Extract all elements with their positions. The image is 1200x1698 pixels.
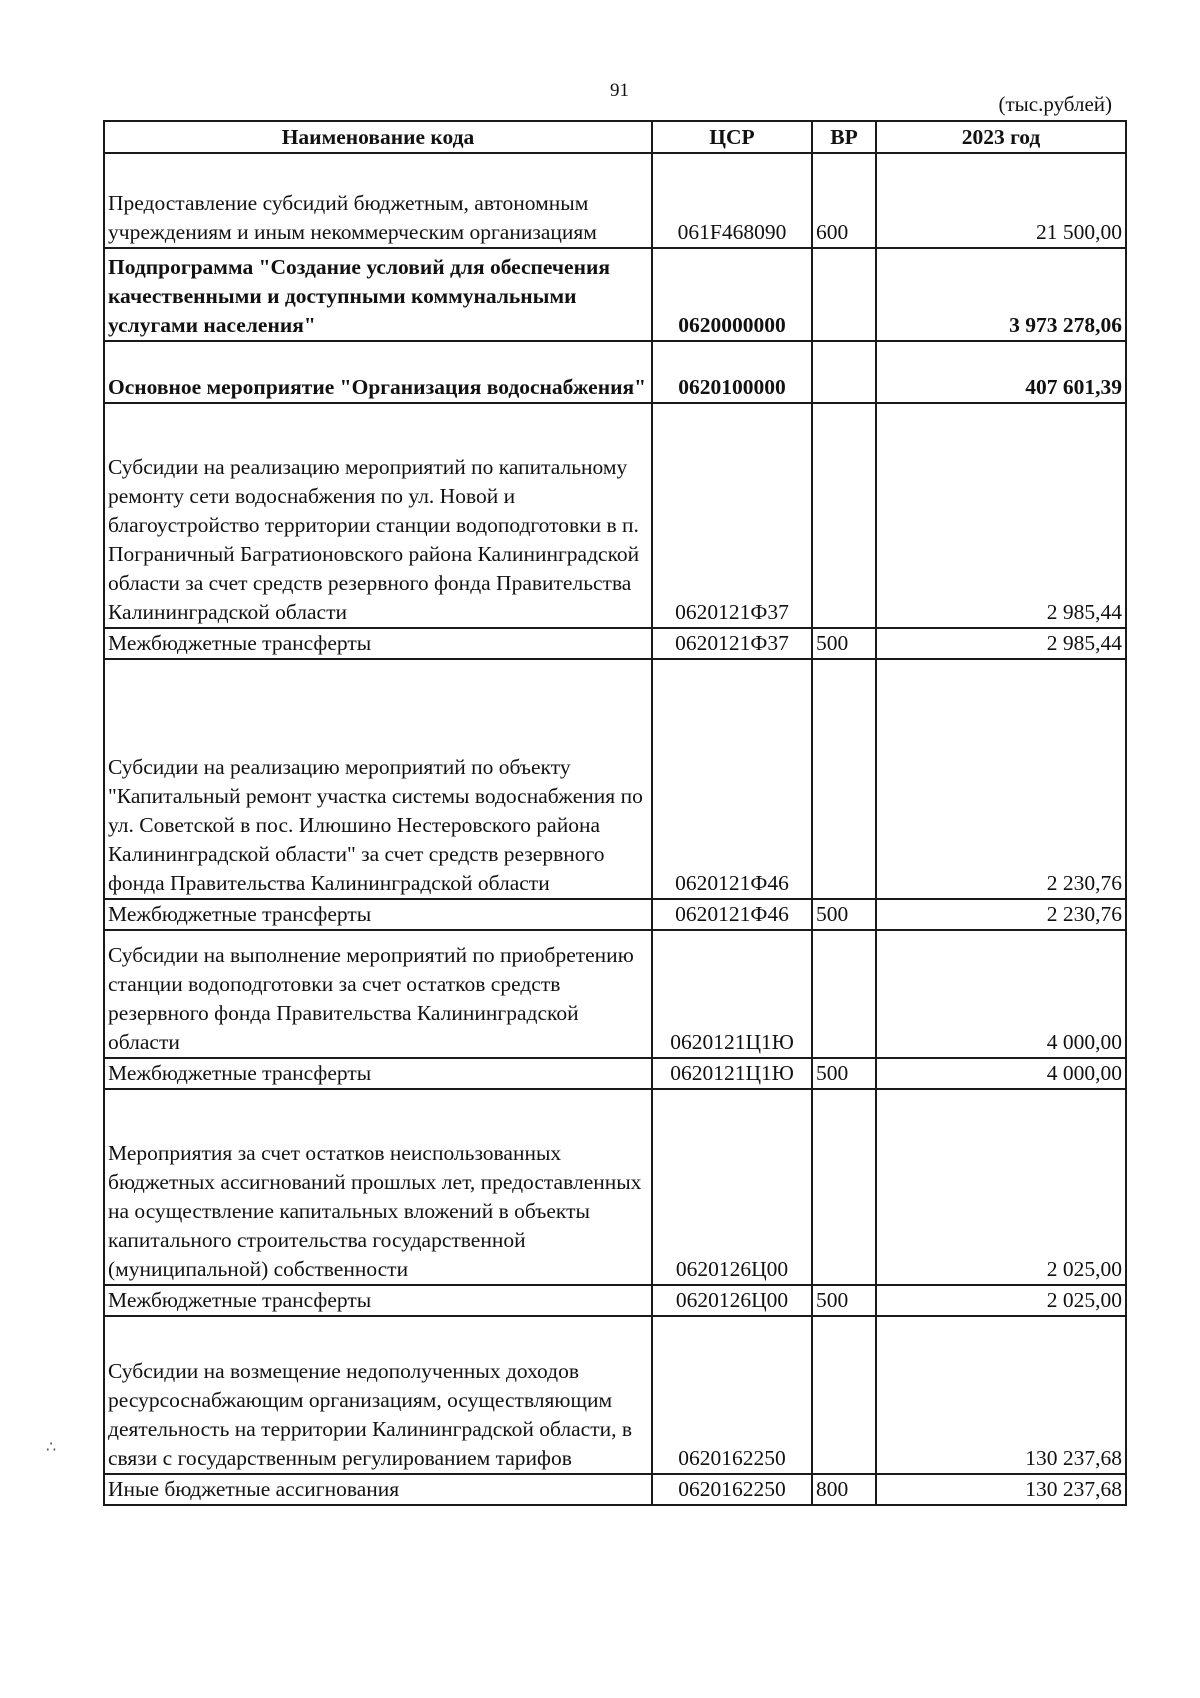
row-sum: 2 985,44 [876, 403, 1126, 628]
row-sum: 130 237,68 [876, 1474, 1126, 1505]
row-vr: 500 [812, 1058, 876, 1089]
row-name: Субсидии на реализацию мероприятий по объекту "Капитальный ремонт участка системы водоснабжения по ул. Советской в пос. Илюшино Нестеровского района Калининградской области" за счет средств резервного фонда Правительства Калининградской области [104, 659, 652, 899]
row-vr [812, 403, 876, 628]
row-csr: 0620000000 [652, 248, 812, 341]
row-sum: 130 237,68 [876, 1316, 1126, 1474]
table-row [104, 1058, 1126, 1089]
row-name: Основное мероприятие "Организация водоснабжения" [104, 341, 652, 403]
row-csr: 0620162250 [652, 1474, 812, 1505]
table-row [104, 403, 1126, 628]
row-sum: 4 000,00 [876, 1058, 1126, 1089]
table-row [104, 248, 1126, 341]
row-vr: 500 [812, 628, 876, 659]
header-csr: ЦСР [652, 121, 812, 153]
table-row [104, 341, 1126, 403]
row-vr: 500 [812, 1285, 876, 1316]
row-name: Межбюджетные трансферты [104, 899, 652, 930]
header-vr: ВР [812, 121, 876, 153]
row-csr: 0620121Ф37 [652, 628, 812, 659]
row-csr: 0620121Ц1Ю [652, 1058, 812, 1089]
row-vr [812, 248, 876, 341]
row-sum: 2 230,76 [876, 659, 1126, 899]
row-name: Субсидии на реализацию мероприятий по капитальному ремонту сети водоснабжения по ул. Новой и благоустройство территории станции водоподготовки в п. Пограничный Багратионовского района Калининградской области за счет средств резервного фонда Правительства Калининградской области [104, 403, 652, 628]
row-csr: 0620162250 [652, 1316, 812, 1474]
row-vr: 500 [812, 899, 876, 930]
table-header-row [104, 121, 1126, 153]
table-row [104, 1089, 1126, 1285]
row-sum: 21 500,00 [876, 153, 1126, 248]
row-vr [812, 1089, 876, 1285]
row-name: Межбюджетные трансферты [104, 1058, 652, 1089]
row-csr: 0620121Ф46 [652, 899, 812, 930]
budget-table [103, 120, 1127, 1506]
row-sum: 2 230,76 [876, 899, 1126, 930]
page-number: 91 [610, 80, 629, 101]
table-row [104, 1316, 1126, 1474]
row-vr: 800 [812, 1474, 876, 1505]
table-row [104, 153, 1126, 248]
row-vr: 600 [812, 153, 876, 248]
row-vr [812, 659, 876, 899]
row-csr: 0620121Ф46 [652, 659, 812, 899]
header-name: Наименование кода [104, 121, 652, 153]
row-name: Субсидии на возмещение недополученных доходов ресурсоснабжающим организациям, осуществляющим деятельность на территории Калининградской области, в связи с государственным регулированием тарифов [104, 1316, 652, 1474]
header-year: 2023 год [876, 121, 1126, 153]
row-vr [812, 930, 876, 1058]
row-name: Предоставление субсидий бюджетным, автономным учреждениям и иным некоммерческим организациям [104, 153, 652, 248]
row-name: Межбюджетные трансферты [104, 628, 652, 659]
row-sum: 3 973 278,06 [876, 248, 1126, 341]
row-name: Межбюджетные трансферты [104, 1285, 652, 1316]
row-vr [812, 341, 876, 403]
row-sum: 2 985,44 [876, 628, 1126, 659]
row-csr: 0620126Ц00 [652, 1285, 812, 1316]
row-csr: 061F468090 [652, 153, 812, 248]
row-sum: 2 025,00 [876, 1089, 1126, 1285]
row-name: Иные бюджетные ассигнования [104, 1474, 652, 1505]
table-row [104, 628, 1126, 659]
row-name: Субсидии на выполнение мероприятий по приобретению станции водоподготовки за счет остатков средств резервного фонда Правительства Калининградской области [104, 930, 652, 1058]
table-row [104, 1474, 1126, 1505]
scan-speck: ∴ [46, 1439, 57, 1456]
row-csr: 0620121Ф37 [652, 403, 812, 628]
row-vr [812, 1316, 876, 1474]
row-sum: 407 601,39 [876, 341, 1126, 403]
table-row [104, 930, 1126, 1058]
table-row [104, 659, 1126, 899]
row-csr: 0620121Ц1Ю [652, 930, 812, 1058]
table-row [104, 899, 1126, 930]
units-label: (тыс.рублей) [998, 92, 1112, 116]
row-csr: 0620126Ц00 [652, 1089, 812, 1285]
row-sum: 2 025,00 [876, 1285, 1126, 1316]
row-name: Подпрограмма "Создание условий для обеспечения качественными и доступными коммунальными услугами населения" [104, 248, 652, 341]
row-name: Мероприятия за счет остатков неиспользованных бюджетных ассигнований прошлых лет, предоставленных на осуществление капитальных вложений в объекты капитального строительства государственной (муниципальной) собственности [104, 1089, 652, 1285]
table-row [104, 1285, 1126, 1316]
row-sum: 4 000,00 [876, 930, 1126, 1058]
row-csr: 0620100000 [652, 341, 812, 403]
